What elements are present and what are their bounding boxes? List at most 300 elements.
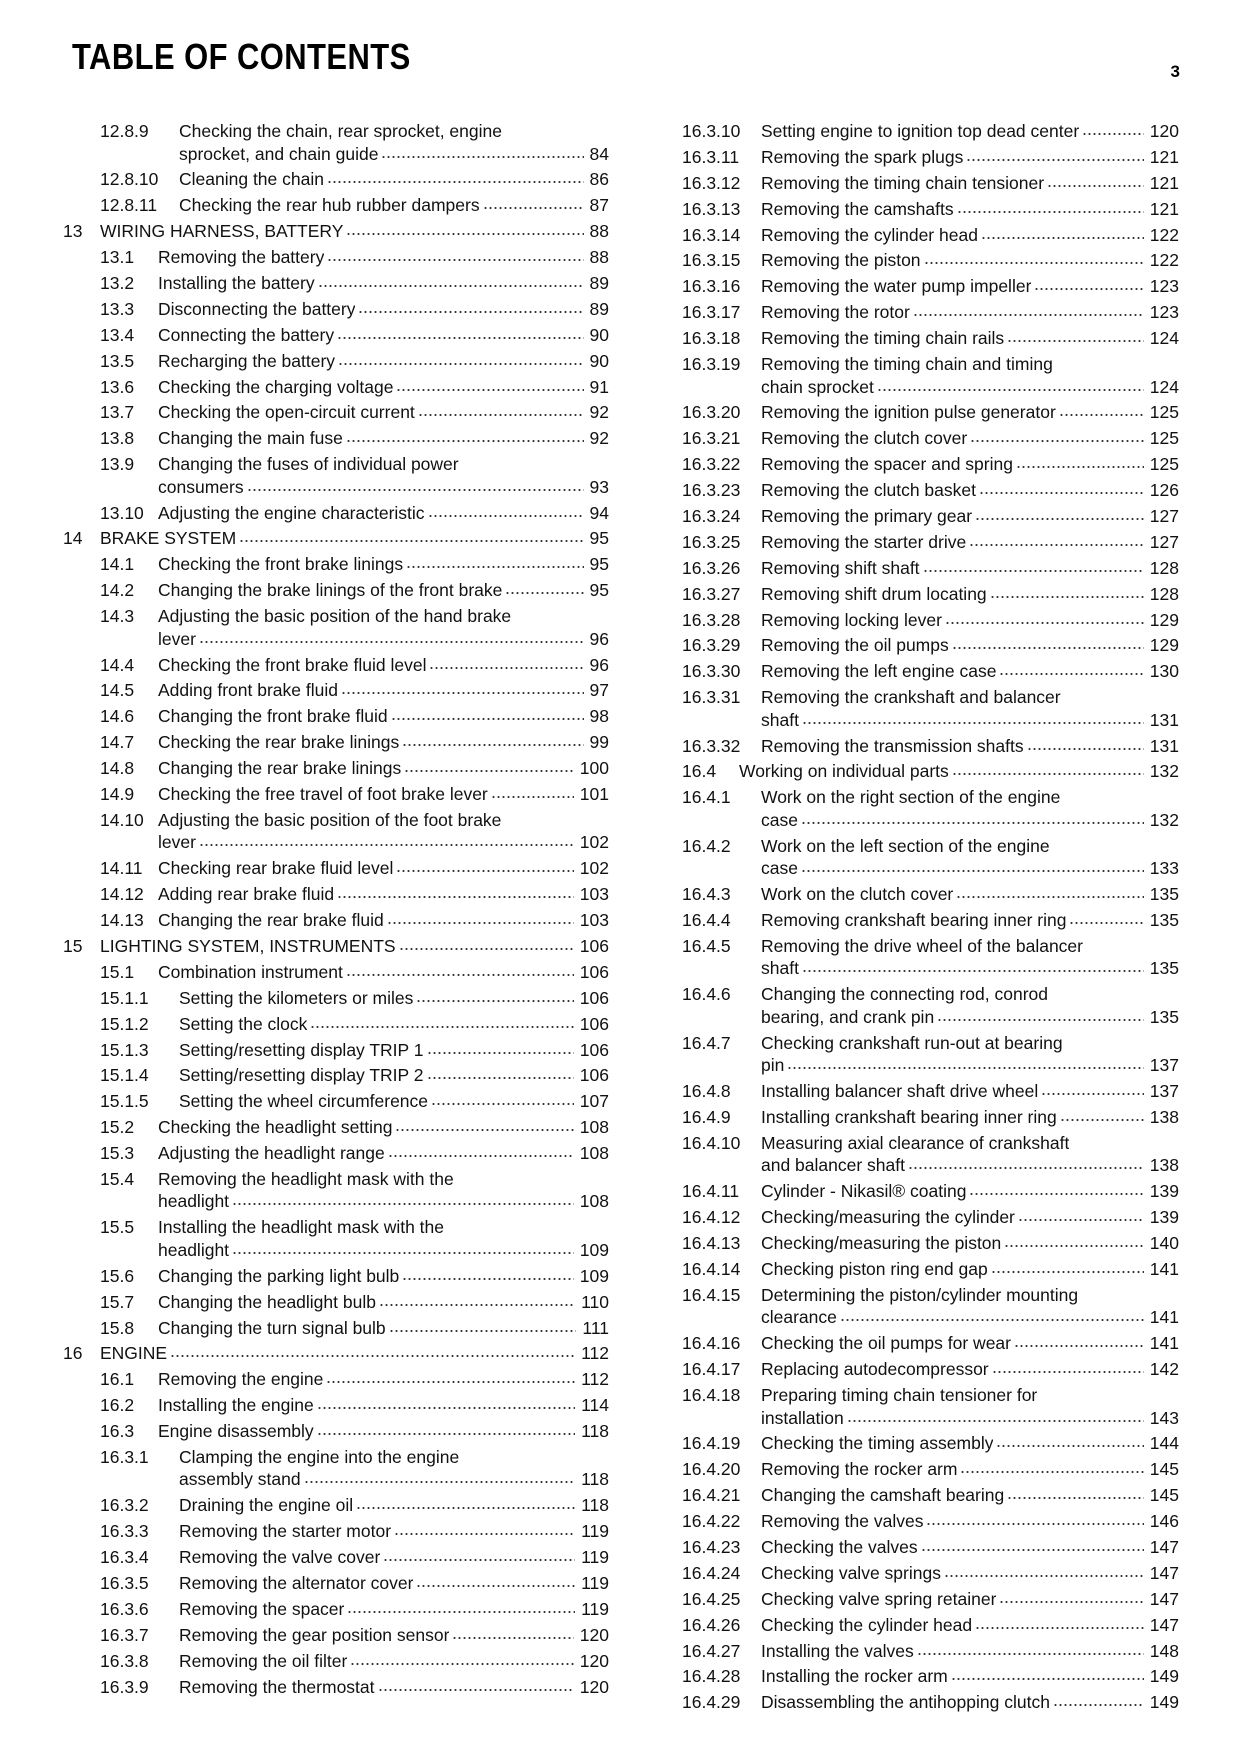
toc-entry[interactable] bbox=[682, 1484, 1179, 1507]
toc-entry-title: Changing the camshaft bearing bbox=[761, 1485, 1005, 1506]
toc-entry[interactable] bbox=[71, 809, 609, 854]
toc-entry-number: 14.10 bbox=[100, 809, 144, 830]
toc-entry[interactable] bbox=[71, 272, 609, 295]
toc-entry[interactable] bbox=[682, 1284, 1179, 1329]
toc-entry-title: Setting the wheel circumference bbox=[179, 1091, 429, 1112]
toc-entry-title: Changing the parking light bulb bbox=[158, 1265, 400, 1286]
dot-leader bbox=[310, 1025, 573, 1029]
toc-entry[interactable] bbox=[71, 1064, 609, 1087]
toc-entry-title: Checking the valves bbox=[761, 1536, 918, 1557]
toc-entry[interactable] bbox=[71, 1368, 609, 1391]
toc-entry[interactable] bbox=[682, 1106, 1179, 1129]
toc-entry[interactable] bbox=[682, 883, 1179, 906]
toc-entry[interactable] bbox=[682, 1132, 1179, 1177]
toc-entry-page: 88 bbox=[589, 221, 609, 242]
toc-entry-title: Removing crankshaft bearing inner ring bbox=[761, 910, 1067, 931]
toc-entry-number: 16.4.4 bbox=[682, 910, 731, 931]
toc-entry[interactable] bbox=[682, 583, 1179, 606]
toc-entry-number: 16.3.3 bbox=[100, 1521, 149, 1542]
toc-entry-title: Setting/resetting display TRIP 2 bbox=[179, 1065, 424, 1086]
toc-entry[interactable] bbox=[682, 609, 1179, 632]
toc-entry-page: 101 bbox=[579, 783, 609, 804]
toc-entry-page: 93 bbox=[589, 476, 609, 497]
dot-leader bbox=[1027, 747, 1144, 751]
toc-entry-number: 16.3.24 bbox=[682, 505, 741, 526]
dot-leader bbox=[394, 1532, 575, 1536]
toc-entry-title-continued: shaft bbox=[761, 958, 799, 979]
dot-leader bbox=[232, 1202, 574, 1206]
toc-entry-number: 16.3.13 bbox=[682, 198, 741, 219]
toc-entry[interactable] bbox=[682, 401, 1179, 424]
toc-entry[interactable] bbox=[71, 579, 609, 602]
toc-entry-title: LIGHTING SYSTEM, INSTRUMENTS bbox=[100, 935, 396, 956]
toc-entry-title: Adjusting the basic position of the foot brake bbox=[158, 809, 502, 830]
toc-entry-page: 86 bbox=[589, 169, 609, 190]
toc-entry-title: Preparing timing chain tensioner for bbox=[761, 1385, 1038, 1406]
toc-entry-number: 14.12 bbox=[100, 884, 144, 905]
dot-leader bbox=[379, 1303, 575, 1307]
toc-entry[interactable] bbox=[71, 1650, 609, 1673]
toc-entry[interactable] bbox=[71, 1090, 609, 1113]
toc-entry-page: 129 bbox=[1149, 609, 1179, 630]
dot-leader bbox=[979, 491, 1144, 495]
toc-entry[interactable] bbox=[71, 324, 609, 347]
toc-entry[interactable] bbox=[682, 1332, 1179, 1355]
toc-entry[interactable] bbox=[71, 679, 609, 702]
toc-entry-title: Removing shift shaft bbox=[761, 557, 920, 578]
toc-entry[interactable] bbox=[682, 1384, 1179, 1429]
toc-entry-page: 147 bbox=[1149, 1536, 1179, 1557]
dot-leader bbox=[956, 895, 1144, 899]
toc-entry[interactable] bbox=[682, 301, 1179, 324]
toc-entry-title: Removing the oil filter bbox=[179, 1650, 348, 1671]
toc-entry[interactable] bbox=[71, 1598, 609, 1621]
toc-entry-title-continued: headlight bbox=[158, 1191, 230, 1212]
toc-entry[interactable] bbox=[682, 1032, 1179, 1077]
toc-entry-page: 95 bbox=[589, 554, 609, 575]
toc-entry-title: Adjusting the headlight range bbox=[158, 1143, 385, 1164]
toc-entry[interactable] bbox=[682, 353, 1179, 398]
toc-entry[interactable] bbox=[71, 1420, 609, 1443]
toc-entry-page: 125 bbox=[1149, 428, 1179, 449]
toc-entry-page: 120 bbox=[579, 1650, 609, 1671]
toc-entry[interactable] bbox=[682, 1665, 1179, 1688]
toc-entry-page: 133 bbox=[1149, 858, 1179, 879]
toc-entry-title: Changing the front brake fluid bbox=[158, 706, 388, 727]
toc-entry-page: 130 bbox=[1149, 661, 1179, 682]
toc-entry-page: 124 bbox=[1149, 328, 1179, 349]
toc-entry-number: 16.3.17 bbox=[682, 302, 741, 323]
dot-leader bbox=[452, 1636, 573, 1640]
dot-leader bbox=[416, 999, 573, 1003]
toc-entry-page: 144 bbox=[1149, 1433, 1179, 1454]
toc-entry-title: Adjusting the basic position of the hand brake bbox=[158, 606, 512, 627]
toc-entry-title: Checking the chain, rear sprocket, engine bbox=[179, 121, 502, 141]
toc-entry[interactable] bbox=[682, 735, 1179, 758]
toc-entry[interactable] bbox=[71, 1265, 609, 1288]
toc-entry[interactable] bbox=[682, 1206, 1179, 1229]
dot-leader bbox=[944, 1574, 1144, 1578]
toc-entry[interactable] bbox=[682, 935, 1179, 980]
toc-entry-number: 14.7 bbox=[100, 732, 135, 753]
toc-entry-title-continued: chain sprocket bbox=[761, 376, 874, 397]
toc-entry-number: 15.8 bbox=[100, 1317, 135, 1338]
toc-entry-page: 106 bbox=[579, 1065, 609, 1086]
toc-entry-number: 13.3 bbox=[100, 298, 135, 319]
toc-entry[interactable] bbox=[63, 1342, 609, 1365]
toc-entry-title: Removing the crankshaft and balancer bbox=[761, 687, 1061, 708]
toc-entry[interactable] bbox=[71, 783, 609, 806]
dot-leader bbox=[1004, 1244, 1144, 1248]
toc-entry-page: 119 bbox=[581, 1547, 609, 1568]
toc-entry-page: 107 bbox=[579, 1091, 609, 1112]
toc-entry-page: 124 bbox=[1149, 376, 1179, 397]
toc-entry-title-continued: consumers bbox=[158, 476, 244, 497]
dot-leader bbox=[801, 821, 1144, 825]
toc-entry-title: Changing the turn signal bulb bbox=[158, 1317, 386, 1338]
dot-leader bbox=[1014, 1344, 1144, 1348]
toc-entry[interactable] bbox=[71, 376, 609, 399]
toc-entry-page: 147 bbox=[1149, 1562, 1179, 1583]
toc-entry-number: 14.3 bbox=[100, 606, 135, 627]
toc-entry[interactable] bbox=[71, 246, 609, 269]
toc-entry-number: 14.6 bbox=[100, 706, 135, 727]
toc-entry[interactable] bbox=[682, 634, 1179, 657]
toc-entry-number: 16.3 bbox=[100, 1421, 135, 1442]
toc-entry-title: Removing the ignition pulse generator bbox=[761, 402, 1056, 423]
dot-leader bbox=[1007, 339, 1144, 343]
toc-entry-number: 16.4.23 bbox=[682, 1536, 741, 1557]
toc-entry-title: Work on the left section of the engine bbox=[761, 835, 1050, 856]
toc-entry-number: 16.4.19 bbox=[682, 1433, 741, 1454]
toc-entry-number: 16.3.22 bbox=[682, 454, 741, 475]
toc-entry-title-continued: clearance bbox=[761, 1307, 837, 1328]
dot-leader bbox=[395, 1128, 573, 1132]
toc-entry-page: 87 bbox=[589, 195, 609, 216]
toc-entry-page: 92 bbox=[589, 428, 609, 449]
toc-entry-number: 16.3.19 bbox=[682, 354, 741, 375]
toc-entry-number: 12.8.9 bbox=[100, 121, 149, 141]
toc-entry-number: 16.3.15 bbox=[682, 250, 741, 271]
toc-entry-title: Removing the valves bbox=[761, 1511, 924, 1532]
toc-entry-number: 16.3.31 bbox=[682, 687, 741, 708]
toc-entry-number: 16.4.14 bbox=[682, 1258, 741, 1279]
toc-entry-page: 121 bbox=[1149, 146, 1179, 167]
dot-leader bbox=[396, 869, 573, 873]
toc-entry[interactable] bbox=[71, 453, 609, 498]
toc-entry[interactable] bbox=[682, 660, 1179, 683]
toc-entry[interactable] bbox=[682, 1458, 1179, 1481]
dot-leader bbox=[387, 921, 574, 925]
dot-leader bbox=[406, 565, 583, 569]
toc-entry[interactable] bbox=[71, 401, 609, 424]
toc-entry[interactable] bbox=[682, 531, 1179, 554]
toc-entry-number: 15.2 bbox=[100, 1117, 135, 1138]
dot-leader bbox=[1018, 1218, 1144, 1222]
toc-entry-title-continued: installation bbox=[761, 1407, 844, 1428]
toc-entry[interactable] bbox=[682, 1358, 1179, 1381]
toc-entry-number: 16.4.27 bbox=[682, 1640, 741, 1661]
toc-entry-number: 16.3.9 bbox=[100, 1676, 149, 1697]
toc-entry[interactable] bbox=[682, 427, 1179, 450]
dot-leader bbox=[1016, 465, 1144, 469]
toc-entry[interactable] bbox=[71, 857, 609, 880]
dot-leader bbox=[999, 672, 1143, 676]
toc-entry[interactable] bbox=[71, 1116, 609, 1139]
toc-entry-title: Adding rear brake fluid bbox=[158, 884, 335, 905]
toc-entry-number: 13.9 bbox=[100, 454, 135, 475]
toc-entry-number: 16.3.4 bbox=[100, 1547, 149, 1568]
toc-entry-title: Replacing autodecompressor bbox=[761, 1359, 989, 1380]
toc-entry[interactable] bbox=[71, 427, 609, 450]
toc-entry-number: 15.7 bbox=[100, 1291, 135, 1312]
toc-entry-number: 16.3.28 bbox=[682, 609, 741, 630]
page-title: TABLE OF CONTENTS bbox=[72, 36, 411, 77]
toc-entry[interactable] bbox=[71, 168, 609, 191]
toc-entry[interactable] bbox=[682, 327, 1179, 350]
toc-entry-title: Checking/measuring the cylinder bbox=[761, 1207, 1015, 1228]
toc-entry-title: Removing the drive wheel of the balancer bbox=[761, 935, 1083, 956]
toc-entry-number: 13.5 bbox=[100, 350, 135, 371]
toc-entry-number: 15 bbox=[63, 935, 83, 956]
toc-entry-page: 138 bbox=[1149, 1107, 1179, 1127]
toc-entry-page: 106 bbox=[579, 961, 609, 982]
toc-entry-page: 119 bbox=[581, 1573, 609, 1594]
dot-leader bbox=[431, 1102, 574, 1106]
dot-leader bbox=[239, 539, 583, 543]
toc-entry[interactable] bbox=[682, 1258, 1179, 1281]
toc-entry-page: 145 bbox=[1149, 1459, 1179, 1480]
toc-entry-page: 100 bbox=[579, 758, 609, 779]
toc-entry[interactable] bbox=[71, 961, 609, 984]
toc-entry-page: 142 bbox=[1149, 1359, 1179, 1380]
toc-entry-page: 90 bbox=[589, 324, 609, 345]
toc-entry-title-continued: case bbox=[761, 809, 798, 830]
dot-leader bbox=[404, 769, 574, 773]
toc-entry[interactable] bbox=[682, 1510, 1179, 1533]
dot-leader bbox=[952, 646, 1144, 650]
toc-entry-number: 16.4.10 bbox=[682, 1132, 741, 1153]
toc-entry[interactable] bbox=[71, 1546, 609, 1569]
toc-entry-title: Checking/measuring the piston bbox=[761, 1233, 1002, 1254]
toc-entry-page: 141 bbox=[1149, 1258, 1179, 1279]
toc-entry[interactable] bbox=[71, 1168, 609, 1213]
toc-entry-page: 147 bbox=[1149, 1588, 1179, 1609]
toc-entry-title: Connecting the battery bbox=[158, 324, 335, 345]
toc-entry-title: Installing crankshaft bearing inner ring bbox=[761, 1107, 1057, 1127]
toc-entry-title: Installing the rocker arm bbox=[761, 1666, 948, 1687]
toc-entry-page: 97 bbox=[589, 680, 609, 701]
toc-entry[interactable] bbox=[682, 120, 1179, 143]
toc-entry-number: 16.3.11 bbox=[682, 146, 740, 167]
toc-entry-page: 137 bbox=[1149, 1081, 1179, 1102]
toc-entry[interactable] bbox=[71, 1394, 609, 1417]
toc-entry[interactable] bbox=[682, 172, 1179, 195]
dot-leader bbox=[996, 1444, 1143, 1448]
toc-entry[interactable] bbox=[63, 527, 609, 550]
toc-entry[interactable] bbox=[682, 1180, 1179, 1203]
toc-entry[interactable] bbox=[71, 1291, 609, 1314]
toc-entry[interactable] bbox=[682, 1080, 1179, 1103]
toc-entry-number: 15.1.4 bbox=[100, 1065, 149, 1086]
toc-entry[interactable] bbox=[71, 1039, 609, 1062]
toc-entry-page: 131 bbox=[1149, 709, 1179, 730]
toc-entry-number: 14.11 bbox=[100, 858, 143, 879]
dot-leader bbox=[388, 1154, 574, 1158]
toc-entry-page: 112 bbox=[581, 1343, 609, 1364]
toc-entry[interactable] bbox=[71, 605, 609, 650]
toc-entry[interactable] bbox=[682, 224, 1179, 247]
toc-entry[interactable] bbox=[682, 1614, 1179, 1637]
toc-entry[interactable] bbox=[682, 835, 1179, 880]
toc-entry-number: 13.1 bbox=[100, 247, 135, 268]
toc-entry-title: Checking the cylinder head bbox=[761, 1614, 973, 1635]
toc-entry-title: Changing the fuses of individual power bbox=[158, 454, 459, 475]
toc-entry-title: Removing the rotor bbox=[761, 302, 910, 323]
toc-entry-page: 108 bbox=[579, 1143, 609, 1164]
toc-entry-title: Removing the starter drive bbox=[761, 531, 967, 552]
toc-entry-number: 14.1 bbox=[100, 554, 135, 575]
toc-entry-title: WIRING HARNESS, BATTERY bbox=[100, 221, 344, 242]
toc-entry-title-continued: pin bbox=[761, 1055, 785, 1076]
toc-entry[interactable] bbox=[682, 198, 1179, 221]
toc-entry[interactable] bbox=[71, 1142, 609, 1165]
toc-entry[interactable] bbox=[682, 686, 1179, 731]
toc-entry-title: Engine disassembly bbox=[158, 1421, 314, 1442]
toc-entry[interactable] bbox=[71, 1446, 609, 1491]
toc-entry-title: Installing balancer shaft drive wheel bbox=[761, 1081, 1039, 1102]
toc-entry[interactable] bbox=[71, 502, 609, 525]
toc-entry-page: 102 bbox=[579, 832, 609, 853]
dot-leader bbox=[787, 1066, 1143, 1070]
toc-entry[interactable] bbox=[71, 1624, 609, 1647]
toc-entry-number: 13.6 bbox=[100, 376, 135, 397]
dot-leader bbox=[416, 1584, 575, 1588]
dot-leader bbox=[341, 691, 584, 695]
toc-entry[interactable] bbox=[71, 909, 609, 932]
toc-entry-page: 145 bbox=[1149, 1485, 1179, 1506]
toc-entry-page: 109 bbox=[579, 1265, 609, 1286]
toc-entry[interactable] bbox=[682, 557, 1179, 580]
toc-entry[interactable] bbox=[71, 654, 609, 677]
toc-entry-title: Cylinder - Nikasil® coating bbox=[761, 1181, 967, 1202]
dot-leader bbox=[970, 439, 1144, 443]
toc-entry[interactable] bbox=[71, 1520, 609, 1543]
toc-entry-number: 16.2 bbox=[100, 1395, 135, 1416]
toc-entry-number: 16.4.25 bbox=[682, 1588, 741, 1609]
toc-entry-number: 15.4 bbox=[100, 1168, 135, 1189]
toc-entry-page: 109 bbox=[579, 1239, 609, 1260]
toc-entry-title: Work on the clutch cover bbox=[761, 884, 954, 905]
toc-entry[interactable] bbox=[682, 786, 1179, 831]
toc-entry-number: 16.3.25 bbox=[682, 531, 741, 552]
toc-entry-page: 147 bbox=[1149, 1614, 1179, 1635]
toc-entry[interactable] bbox=[63, 935, 609, 958]
toc-entry[interactable] bbox=[682, 1640, 1179, 1663]
toc-entry[interactable] bbox=[71, 1676, 609, 1699]
toc-entry-number: 16.3.26 bbox=[682, 557, 741, 578]
dot-leader bbox=[1060, 1118, 1144, 1122]
toc-entry[interactable] bbox=[682, 1691, 1179, 1714]
toc-entry-number: 16.3.29 bbox=[682, 635, 741, 656]
dot-leader bbox=[383, 1558, 575, 1562]
toc-entry[interactable] bbox=[682, 275, 1179, 298]
dot-leader bbox=[429, 666, 583, 670]
toc-entry[interactable] bbox=[682, 249, 1179, 272]
toc-entry[interactable] bbox=[682, 1232, 1179, 1255]
toc-entry-number: 16.4.8 bbox=[682, 1081, 731, 1102]
toc-entry[interactable] bbox=[682, 983, 1179, 1028]
toc-entry-page: 106 bbox=[579, 1013, 609, 1034]
toc-entry-number: 16.3.2 bbox=[100, 1495, 149, 1516]
toc-entry[interactable] bbox=[682, 909, 1179, 932]
dot-leader bbox=[975, 517, 1144, 521]
dot-leader bbox=[924, 261, 1144, 265]
toc-entry-title: Removing the spark plugs bbox=[761, 146, 964, 167]
dot-leader bbox=[337, 895, 574, 899]
toc-entry-page: 118 bbox=[581, 1495, 609, 1516]
toc-entry[interactable] bbox=[682, 1432, 1179, 1455]
toc-entry-title: Removing shift drum locating bbox=[761, 583, 987, 604]
toc-entry[interactable] bbox=[71, 757, 609, 780]
toc-entry[interactable] bbox=[63, 220, 609, 243]
toc-entry[interactable] bbox=[71, 987, 609, 1010]
toc-entry[interactable] bbox=[682, 505, 1179, 528]
toc-entry-page: 112 bbox=[581, 1369, 609, 1390]
toc-entry[interactable] bbox=[71, 705, 609, 728]
toc-entry[interactable] bbox=[682, 1588, 1179, 1611]
toc-entry-number: 16.4.13 bbox=[682, 1233, 741, 1254]
toc-entry[interactable] bbox=[71, 553, 609, 576]
toc-entry-number: 16.4.6 bbox=[682, 984, 731, 1005]
toc-entry-page: 111 bbox=[582, 1317, 609, 1338]
dot-leader bbox=[396, 388, 583, 392]
dot-leader bbox=[969, 543, 1144, 547]
toc-entry-page: 118 bbox=[581, 1421, 609, 1442]
toc-entry[interactable] bbox=[682, 760, 1179, 783]
toc-entry[interactable] bbox=[682, 453, 1179, 476]
toc-entry[interactable] bbox=[71, 194, 609, 217]
toc-entry[interactable] bbox=[682, 146, 1179, 169]
toc-entry-number: 14.5 bbox=[100, 680, 135, 701]
dot-leader bbox=[975, 1626, 1144, 1630]
toc-entry[interactable] bbox=[71, 120, 609, 165]
toc-entry[interactable] bbox=[71, 1216, 609, 1261]
toc-entry-number: 16.4.24 bbox=[682, 1562, 741, 1583]
toc-entry[interactable] bbox=[682, 1536, 1179, 1559]
toc-entry-title-continued: bearing, and crank pin bbox=[761, 1006, 935, 1027]
toc-entry[interactable] bbox=[71, 298, 609, 321]
toc-entry[interactable] bbox=[71, 1494, 609, 1517]
toc-entry-page: 122 bbox=[1149, 224, 1179, 245]
toc-entry-page: 138 bbox=[1149, 1155, 1179, 1176]
toc-entry[interactable] bbox=[71, 883, 609, 906]
toc-entry[interactable] bbox=[682, 1562, 1179, 1585]
toc-entry-number: 15.1.3 bbox=[100, 1039, 149, 1060]
toc-entry-number: 16.3.5 bbox=[100, 1573, 149, 1594]
toc-entry[interactable] bbox=[71, 1317, 609, 1340]
toc-entry[interactable] bbox=[71, 731, 609, 754]
dot-leader bbox=[981, 236, 1144, 240]
dot-leader bbox=[428, 514, 584, 518]
toc-entry[interactable] bbox=[71, 350, 609, 373]
toc-entry-title: Removing the timing chain rails bbox=[761, 328, 1005, 349]
toc-entry[interactable] bbox=[682, 479, 1179, 502]
toc-entry[interactable] bbox=[71, 1572, 609, 1595]
toc-entry-title: Removing the clutch cover bbox=[761, 428, 968, 449]
toc-entry-title: Changing the main fuse bbox=[158, 428, 343, 449]
toc-entry[interactable] bbox=[71, 1013, 609, 1036]
